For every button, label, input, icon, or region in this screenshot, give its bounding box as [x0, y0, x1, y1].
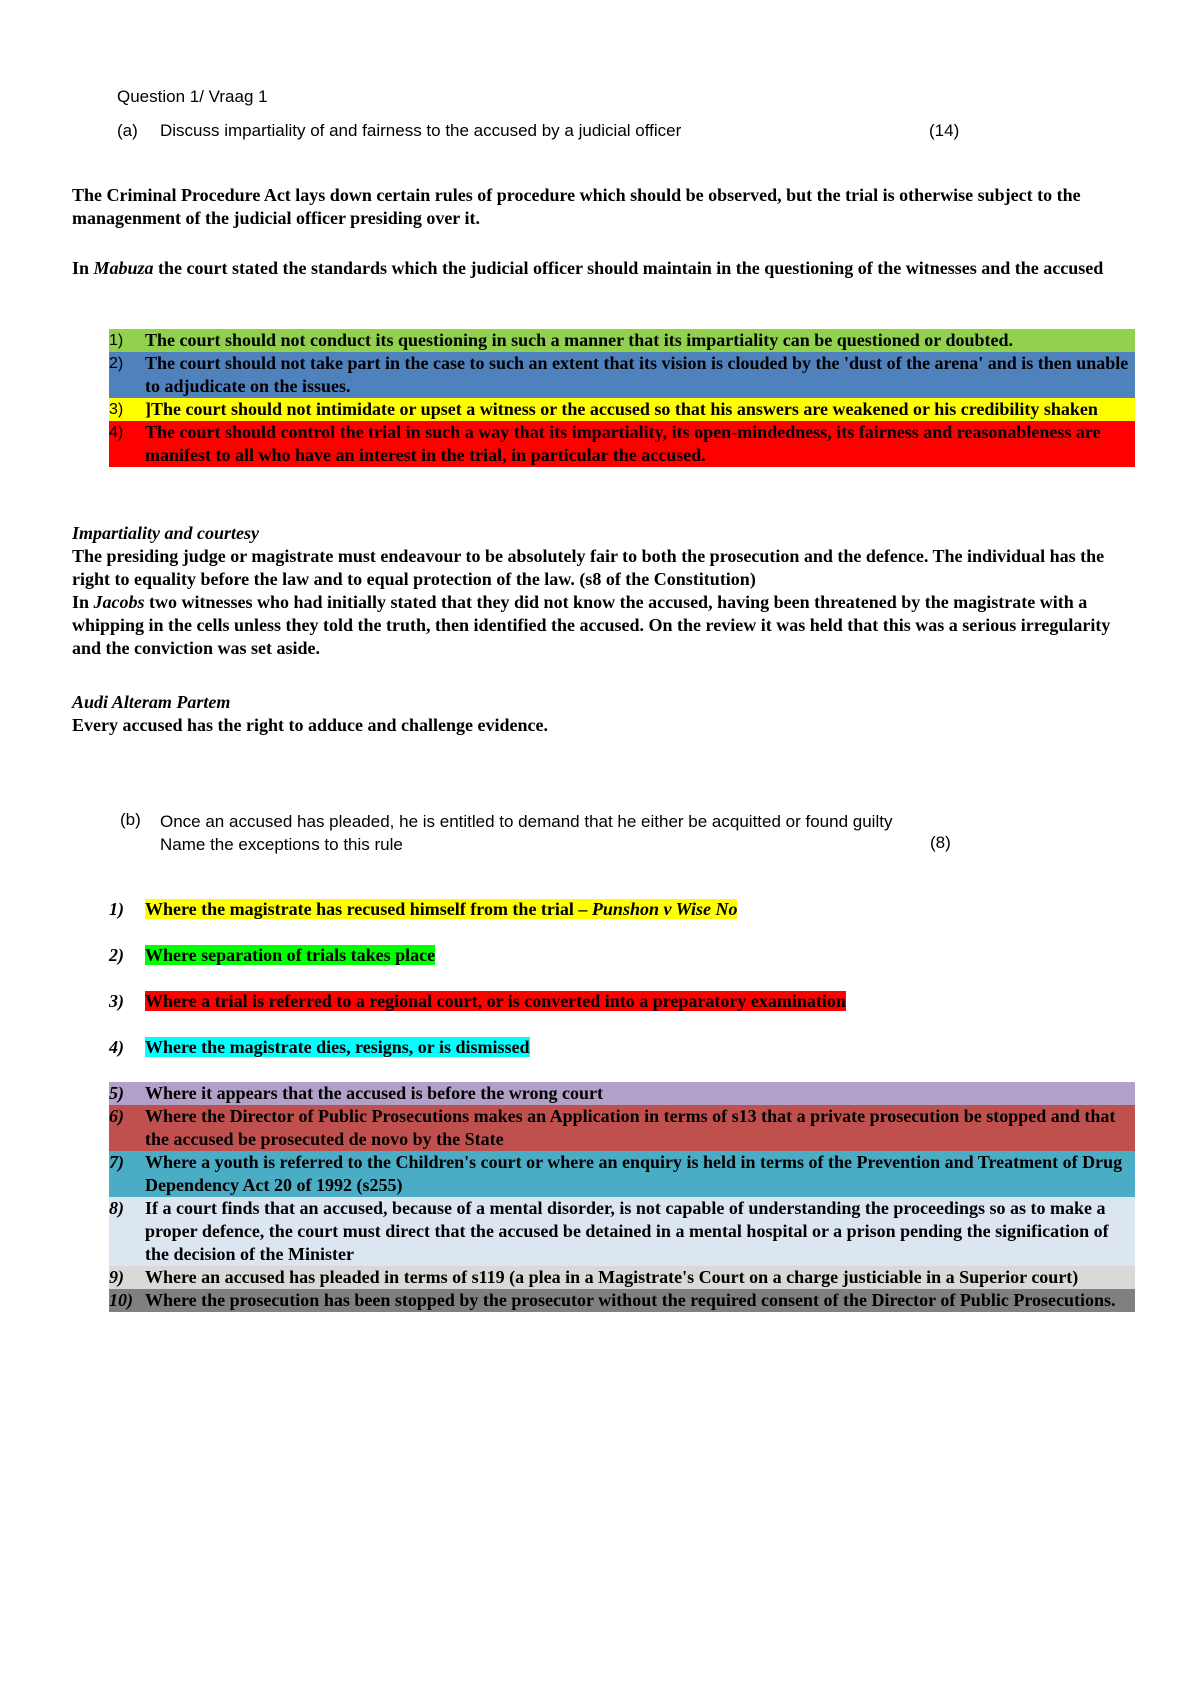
exception-item [109, 898, 737, 921]
exception-item [109, 944, 435, 967]
exception-text: Where it appears that the accused is before the wrong court [145, 1083, 603, 1103]
exceptions-block [109, 1082, 1135, 1312]
standard-text: ]The court should not intimidate or upset a witness or the accused so that his answers are weakened or his credibility shaken [145, 399, 1098, 419]
standard-item [109, 421, 1135, 467]
question-a-text: Discuss impartiality of and fairness to the accused by a judicial officer [160, 121, 682, 140]
exception-item [109, 1036, 530, 1059]
exception-text: Where a youth is referred to the Children's court or where an enquiry is held in terms of the Prevention and Treatment of Drug Dependency Act 20 of 1992 (s255) [145, 1152, 1123, 1195]
standard-text: The court should not take part in the case to such an extent that its vision is clouded by the 'dust of the arena' and is then unable to adjudicate on the issues. [145, 353, 1129, 396]
standard-number: 1) [109, 332, 124, 349]
standards-list [109, 329, 1135, 467]
jacobs-paragraph [72, 591, 1132, 660]
exception-text: If a court finds that an accused, because of a mental disorder, is not capable of understanding the proceedings so as to make a proper defence, the court must direct that the accused be detained in a mental hospital or a prison pending the signification of the decision of the Minister [145, 1198, 1109, 1264]
standard-text: The court should not conduct its questioning in such a manner that its impartiality can be questioned or doubted. [145, 330, 1013, 350]
exception-item [109, 1105, 1135, 1151]
intro-paragraph: The Criminal Procedure Act lays down certain rules of procedure which should be observed, but the trial is otherwise subject to the managenment of the judicial officer presiding over it. [72, 185, 1081, 228]
exception-text [145, 899, 737, 919]
question-heading: Question 1/ Vraag 1 [117, 87, 268, 106]
exception-text-main: Where the magistrate dies, resigns, or is dismissed [145, 1037, 530, 1057]
exception-number: 9) [109, 1267, 124, 1287]
exception-text: Where the prosecution has been stopped by the prosecutor without the required consent of the Director of Public Prosecutions. [145, 1290, 1116, 1310]
exception-item [109, 1197, 1135, 1266]
exception-case: Punshon v Wise No [591, 899, 738, 919]
exception-text [145, 991, 846, 1011]
exception-text [145, 945, 435, 965]
question-a-marks: (14) [929, 121, 960, 140]
mabuza-rest: the court stated the standards which the judicial officer should maintain in the questioning of the witnesses and the accused [153, 258, 1104, 278]
question-b-number: (b) [120, 810, 141, 829]
mabuza-prefix: In [72, 258, 94, 278]
standard-item [109, 352, 1135, 398]
standard-number: 2) [109, 355, 124, 372]
standard-text: The court should control the trial in such a way that its impartiality, its open-mindedness, its fairness and reasonableness are manifest to all who have an interest in the trial, in particular the accused. [145, 422, 1101, 465]
mabuza-case: Mabuza [93, 258, 154, 278]
exception-number: 3) [109, 991, 124, 1011]
standard-item [109, 398, 1135, 421]
question-b [120, 810, 960, 860]
audi-text: Every accused has the right to adduce and challenge evidence. [72, 715, 548, 735]
jacobs-case: Jacobs [93, 592, 145, 612]
standard-number: 4) [109, 424, 124, 441]
exception-item [109, 1289, 1135, 1312]
exception-number: 5) [109, 1083, 124, 1103]
exception-text-main: Where the magistrate has recused himself from the trial – [145, 899, 592, 919]
exception-number: 8) [109, 1198, 124, 1218]
exception-text: Where an accused has pleaded in terms of s119 (a plea in a Magistrate's Court on a charge justiciable in a Superior court) [145, 1267, 1079, 1287]
jacobs-prefix: In [72, 592, 94, 612]
audi-heading: Audi Alteram Partem [72, 692, 231, 712]
exception-item [109, 990, 846, 1013]
exception-number: 7) [109, 1152, 124, 1172]
question-b-text: Once an accused has pleaded, he is entitled to demand that he either be acquitted or found guilty Name the exceptions to this rule [160, 812, 893, 854]
exception-number: 1) [109, 899, 124, 919]
standard-number: 3) [109, 401, 124, 418]
question-a-number: (a) [117, 121, 138, 140]
exception-number: 10) [109, 1290, 133, 1310]
jacobs-rest: two witnesses who had initially stated that they did not know the accused, having been threatened by the magistrate with a whipping in the cells unless they told the truth, then identified the accused. On the review it was held that this was a serious irregularity and the conviction was set aside. [72, 592, 1111, 658]
exception-number: 2) [109, 945, 124, 965]
exception-text: Where the Director of Public Prosecutions makes an Application in terms of s13 that a private prosecution be stopped and that the accused be prosecuted de novo by the State [145, 1106, 1116, 1149]
exception-number: 6) [109, 1106, 124, 1126]
exception-item [109, 1151, 1135, 1197]
standard-item [109, 329, 1135, 352]
mabuza-paragraph [72, 257, 1132, 280]
exception-item [109, 1266, 1135, 1289]
exception-item [109, 1082, 1135, 1105]
impartiality-text: The presiding judge or magistrate must endeavour to be absolutely fair to both the prosecution and the defence. The individual has the right to equality before the law and to equal protection of the law. (s8 of the Constitution) [72, 546, 1105, 589]
question-b-marks: (8) [930, 833, 951, 852]
exception-number: 4) [109, 1037, 124, 1057]
impartiality-heading: Impartiality and courtesy [72, 523, 260, 543]
exception-text-main: Where separation of trials takes place [145, 945, 436, 965]
exception-text [145, 1037, 530, 1057]
exception-text-main: Where a trial is referred to a regional court, or is converted into a preparatory examination [145, 991, 846, 1011]
